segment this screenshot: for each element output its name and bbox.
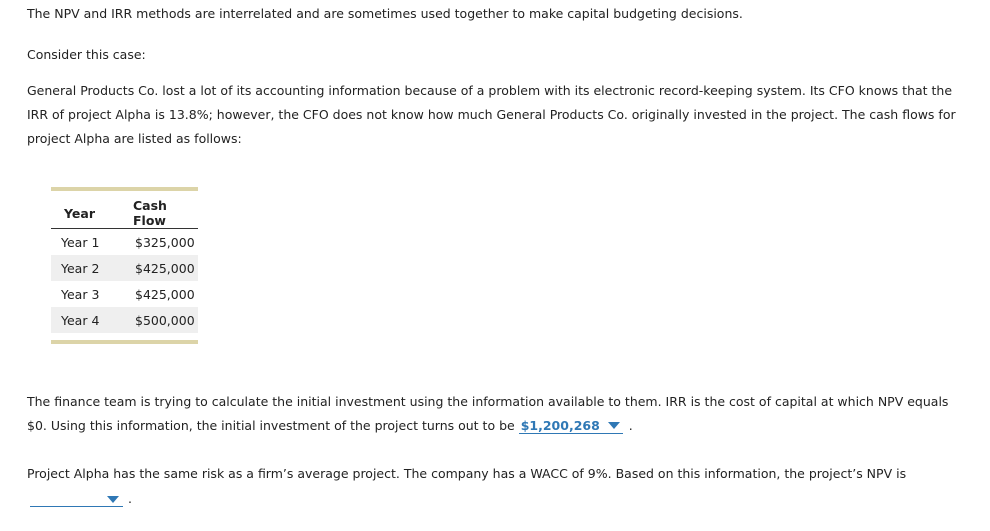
table-row [51,255,198,281]
table-bottom-rule [51,340,198,344]
chevron-down-icon [107,496,119,503]
header-year: Year [51,198,119,229]
table-top-rule [51,187,198,191]
row-cash-flow: $500,000 [119,307,198,333]
finance-text: The finance team is trying to calculate the initial investment using the information available to them. IRR is the cost of capital at which NPV equals $0. Using this information, the initial investment of the project turns out to be [27,394,949,433]
finance-paragraph [27,390,962,438]
alpha-paragraph: Project Alpha has the same risk as a firm’s average project. The company has a WACC of 9%. Based on this information, the project’s NPV is [27,466,907,481]
npv-dropdown[interactable] [30,494,123,507]
case-paragraph: General Products Co. lost a lot of its accounting information because of a problem with its electronic record-keeping system. Its CFO knows that the IRR of project Alpha is 13.8%; however, the CFO does not know how much General Products Co. originally invested in the project. The cash flows for project Alpha are listed as follows: [27,83,956,146]
row-cash-flow: $325,000 [135,234,195,250]
header-cash-flow: Cash Flow [119,198,198,229]
cash-flow-table-container [51,187,198,344]
row-year: Year 2 [51,255,119,281]
row-cash-flow: $425,000 [135,286,195,302]
row-year: Year 1 [61,234,100,250]
intro-paragraph: The NPV and IRR methods are interrelated and are sometimes used together to make capital budgeting decisions. [27,6,743,21]
initial-investment-dropdown[interactable] [519,418,623,434]
consider-label: Consider this case: [27,47,146,62]
table-row [51,229,198,256]
chevron-down-icon [608,422,620,429]
row-year: Year 3 [61,286,100,302]
row-cash-flow: $425,000 [119,255,198,281]
npv-sentence-period: . [128,491,132,506]
cash-flow-table [51,198,198,333]
table-row [51,307,198,333]
initial-investment-value: $1,200,268 [520,418,600,433]
row-year: Year 4 [51,307,119,333]
table-row [51,281,198,307]
table-header-row [51,198,198,229]
sentence-period: . [628,418,633,433]
